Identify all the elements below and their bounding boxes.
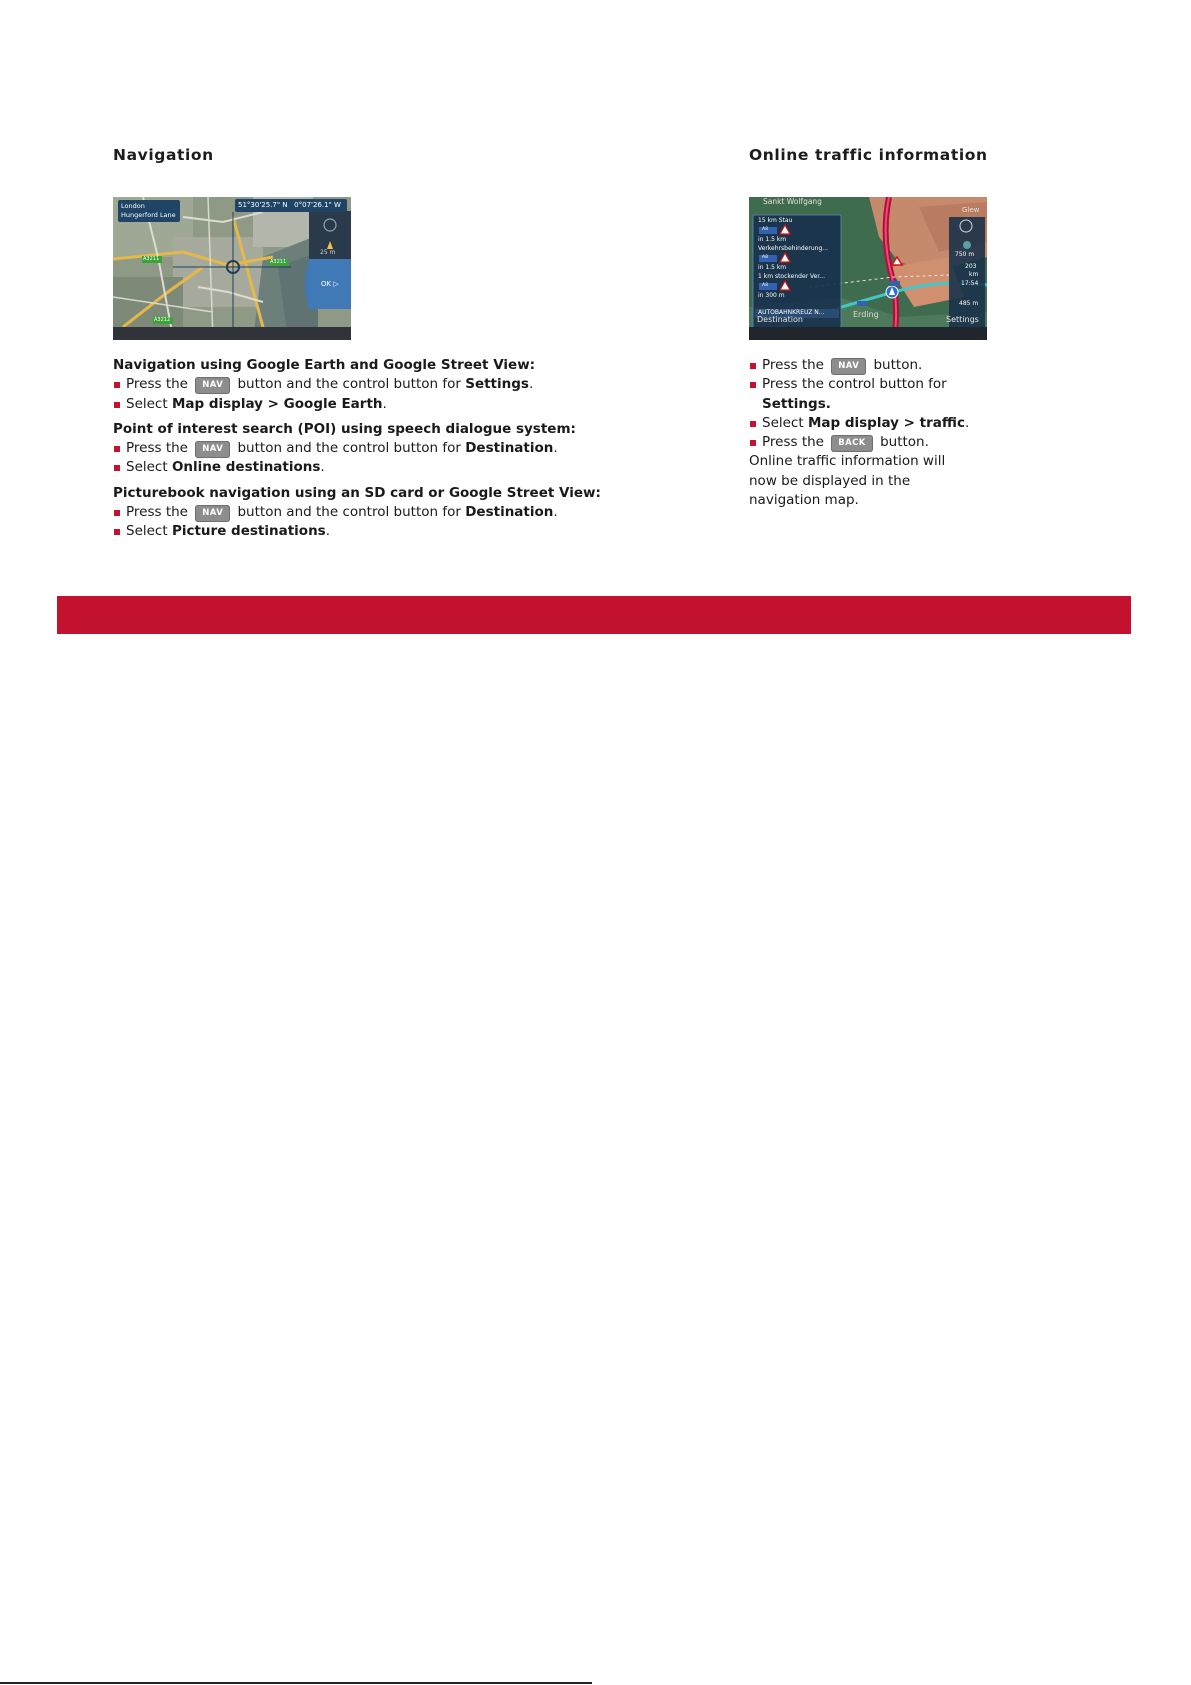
instruction-step: Press the NAV button and the control button for Destination. — [113, 439, 673, 458]
instruction-step: Select Online destinations. — [113, 458, 673, 477]
instruction-step: Select Picture destinations. — [113, 522, 673, 541]
instruction-step: Press the BACK button. — [749, 433, 1079, 452]
nav-key-icon: NAV — [195, 441, 230, 458]
destination-softkey[interactable]: Destination — [757, 315, 803, 324]
navigation-heading: Navigation — [113, 146, 214, 164]
instruction-step: Press the NAV button and the control button for Settings. — [113, 375, 673, 394]
navigation-section — [113, 146, 673, 542]
map-scale-label: 25 m — [320, 249, 336, 256]
instruction-subheading: Point of interest search (POI) using speech dialogue system: — [113, 420, 576, 437]
back-key-icon: BACK — [831, 435, 872, 452]
nav-key-icon: NAV — [831, 358, 866, 375]
play-icon: ▷ — [333, 280, 339, 288]
traffic-instructions — [749, 356, 1079, 510]
distance-readout: 750 m — [955, 251, 975, 258]
traffic-message-distance: in 1.5 km — [758, 264, 787, 271]
map-street-label: Hungerford Lane — [121, 211, 176, 219]
traffic-heading: Online traffic information — [749, 146, 988, 164]
road-label: A3211 — [270, 259, 287, 265]
distance-unit: km — [969, 271, 979, 278]
traffic-section — [749, 146, 1079, 510]
road-label: A3211 — [143, 256, 160, 262]
map-place-label: Sankt Wolfgang — [763, 197, 822, 206]
map-coordinates: 51°30'25.7" N 0°07'26.1" W — [238, 201, 341, 209]
google-earth-map-screenshot — [113, 197, 351, 340]
instruction-step: Press the control button for Settings. — [749, 375, 1079, 414]
distance-readout: 485 m — [959, 300, 979, 307]
instruction-step: Select Map display > Google Earth. — [113, 395, 673, 414]
instruction-step: Select Map display > traffic. — [749, 414, 1079, 433]
distance-readout: 203 — [965, 263, 977, 270]
traffic-message-title[interactable]: AUTOBAHNKREUZ N... — [758, 309, 825, 316]
footer-rule — [0, 1682, 592, 1684]
arrival-time: 17:54 — [961, 280, 979, 287]
ok-label: OK — [321, 280, 332, 288]
instruction-step: Press the NAV button and the control button for Destination. — [113, 503, 673, 522]
road-badge: A8 — [762, 227, 768, 232]
traffic-message-distance: in 1.5 km — [758, 236, 787, 243]
road-badge: A8 — [762, 283, 768, 288]
settings-softkey[interactable]: Settings — [946, 315, 979, 324]
traffic-message-title[interactable]: Verkehrsbehinderung... — [758, 245, 829, 252]
map-place-label: Erding — [853, 310, 879, 319]
traffic-message-distance: in 300 m — [758, 292, 785, 299]
traffic-map-screenshot — [749, 197, 987, 340]
red-divider-band — [57, 596, 1131, 634]
instruction-subheading: Picturebook navigation using an SD card or Google Street View: — [113, 484, 601, 501]
road-label: A3212 — [154, 317, 171, 323]
traffic-message-title[interactable]: 1 km stockender Ver... — [758, 273, 825, 280]
instruction-subheading: Navigation using Google Earth and Google Street View: — [113, 357, 536, 373]
nav-key-icon: NAV — [195, 377, 230, 394]
nav-key-icon: NAV — [195, 505, 230, 522]
ok-button[interactable] — [321, 281, 339, 288]
map-place-label: London — [121, 202, 145, 210]
road-badge: A8 — [762, 255, 768, 260]
traffic-message-title[interactable]: 15 km Stau — [758, 217, 793, 224]
map-place-label: Glew — [962, 206, 980, 214]
instruction-step: Press the NAV button. — [749, 356, 1079, 375]
navigation-instructions — [113, 356, 673, 542]
traffic-result-note: Online traffic information will now be displayed in the navigation map. — [749, 453, 946, 509]
